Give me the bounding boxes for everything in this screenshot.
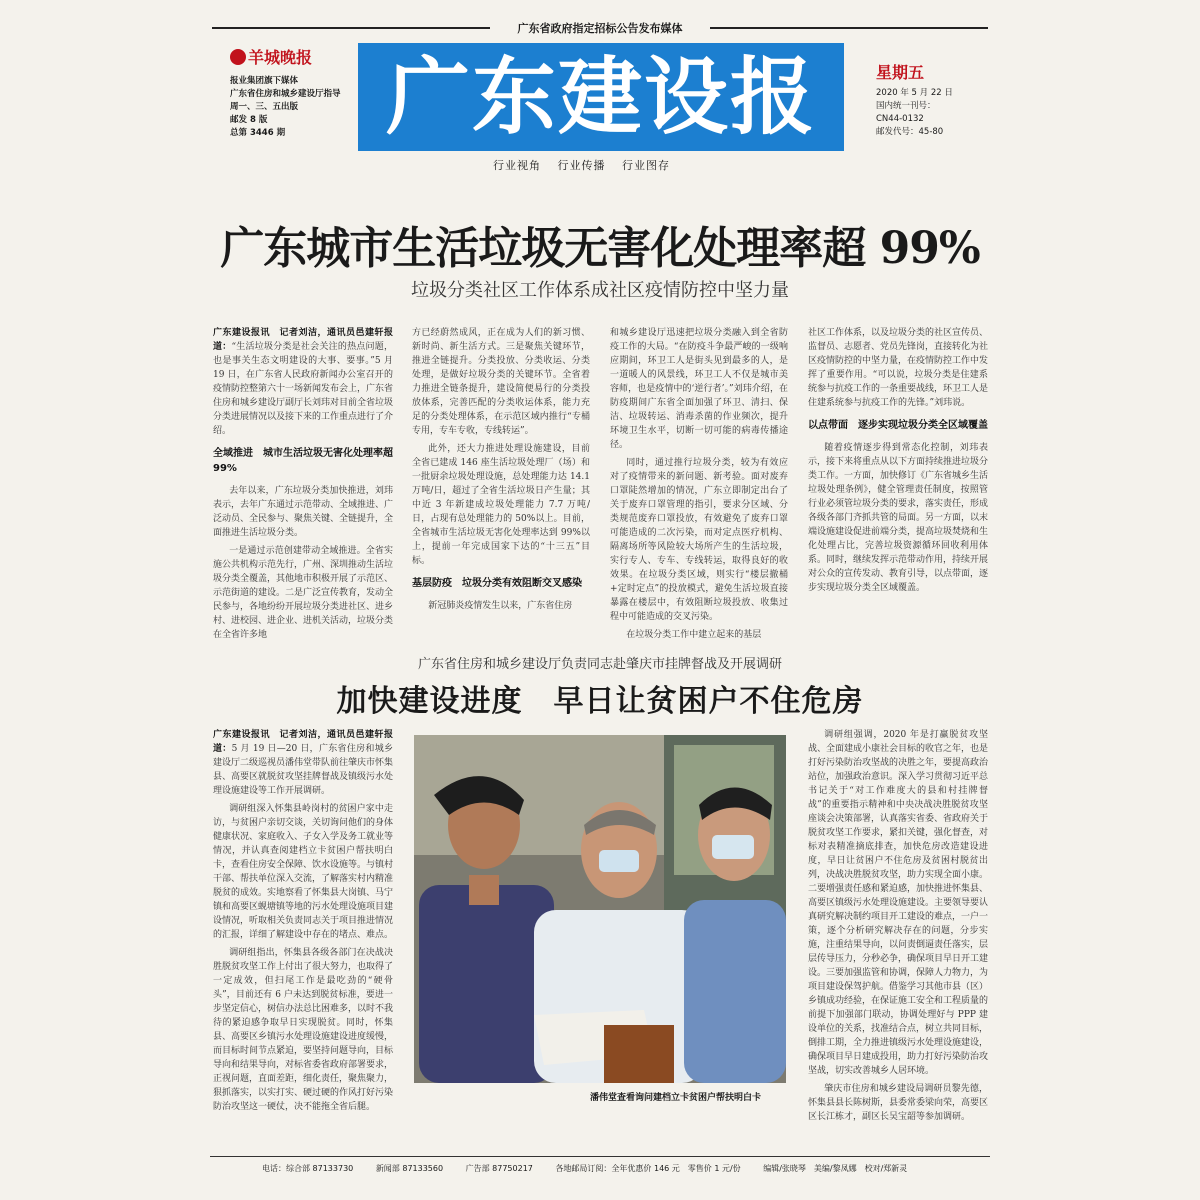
article1-byline: 广东建设报讯 记者刘洁，通讯员邑建轩报道： (213, 328, 393, 352)
info-left-line: 报业集团旗下媒体 (230, 76, 299, 86)
info-right-line: 国内统一刊号： (876, 101, 936, 111)
footer-phone-news: 新闻部 87133560 (375, 1164, 444, 1173)
article1-section-heading: 基层防疫 垃圾分类有效阻断交叉感染 (412, 578, 582, 589)
article2-column-right (808, 728, 988, 1128)
slogan: 行业视角 (493, 159, 541, 172)
article1-column-2 (412, 326, 590, 616)
info-left-line: 周一、三、五出版 (230, 102, 299, 112)
article2-paragraph: 肇庆市住房和城乡建设局调研员黎先德，怀集县县长陈树斯，县委常委梁向荣，高要区区长江栋才，副区长吴宝韶等参加调研。 (808, 1084, 989, 1122)
article1-lead (213, 326, 393, 438)
article2-column-left (213, 728, 393, 1128)
issue-date: 2020 年 5 月 22 日 (876, 88, 953, 98)
info-right-line: CN44-0132 (876, 114, 924, 124)
article2-headline: 加快建设进度 早日让贫困户不住危房 (336, 684, 864, 719)
article1-paragraph: 随着疫情逐步得到常态化控制，刘玮表示，接下来将重点从以下方面持续推进垃圾分类工作。一方面，加快修订《广东省城乡生活垃圾处理条例》，健全管理责任制度，按照管行业必须管垃圾分类的要求，落实责任，形成各级各部门齐抓共管的局面。另一方面，以末端设施建设促进前端分类，提高垃圾焚烧和生化处理占比，完善垃圾资源循环回收利用体系。同时，继续发挥示范带动作用，持续开展对公众的宣传发动、教育引导，以点带面，逐步实现垃圾分类全区域覆盖。 (808, 443, 989, 593)
article1-paragraph: 社区工作体系，以及垃圾分类的社区宣传员、监督员、志愿者、党员先锋岗，直接转化为社区疫情防控的中坚力量，在疫情防控工作中发挥了重要作用。“可以说，垃圾分类是住建系统参与抗疫工作的一条重要战线，环卫工人是住建系统参与抗疫工作的先锋。”刘玮说。 (808, 328, 989, 408)
footer-editors: 编辑/张晓琴 美编/黎凤娜 校对/郑新灵 (763, 1164, 908, 1173)
publication-info-right (876, 87, 953, 139)
footer-phone-general: 电话：综合部 87133730 (262, 1164, 354, 1173)
footer-rule (210, 1156, 990, 1157)
masthead-title: 广东建设报 (358, 43, 844, 151)
weekday: 星期五 (876, 63, 925, 82)
info-right-line: 邮发代号：45-80 (876, 127, 944, 137)
photo-illustration (414, 735, 786, 1083)
article2-lead (213, 728, 393, 798)
article1-paragraph: 同时，通过推行垃圾分类，较为有效应对了疫情带来的新问题、新考验。面对废弃口罩陡然增加的情况，广东立即制定出台了关于废弃口罩管理的指引，要求分区域、分类规范废弃口罩投放，有效避免了废弃口罩可能造成的二次污染，而对定点医疗机构、隔离场所等风险较大场所产生的生活垃圾，实行专人、专车、专线转运，取得良好的收效果。在垃圾分类区域，则实行“楼层撤桶+定时定点”的投放模式，避免生活垃圾直接暴露在楼层中，有效阻断垃圾投放、收集过程中可能造成的交叉污染。 (610, 458, 788, 622)
article1-paragraph: 方已经蔚然成风，正在成为人们的新习惯、新时尚、新生活方式。三是聚焦关键环节，推进全链提升。分类投放、分类收运、分类处理，是做好垃圾分类的关键环节。全省着力推进全链条提升，建设简便易行的分类投放体系，完善匹配的分类收运体系，能力充足的分类处理体系，在示范区域内推行“专桶专用，专车专收，专线转运”。 (412, 328, 590, 436)
article2-paragraph: 5 月 19 日—20 日，广东省住房和城乡建设厅二级巡视员潘伟堂带队前往肇庆市怀集县、高要区就脱贫攻坚挂牌督战及镇级污水处理设施建设等工作开展调研。 (213, 744, 394, 796)
article1-paragraph: 去年以来，广东垃圾分类加快推进，刘玮表示，去年广东通过示范带动、全域推进、广泛动员、全民参与、聚焦关键、全链提升，全面推进生活垃圾分类。 (213, 486, 394, 538)
logo-text: 羊城晚报 (248, 48, 313, 67)
footer (262, 1163, 927, 1174)
article2-paragraph: 调研组深入怀集县岭岗村的贫困户家中走访，与贫困户亲切交谈，关切询问他们的身体健康状况、家庭收入、子女入学及务工就业等情况，并认真查阅建档立卡贫困户帮扶明白卡，查看住房安全保障、饮水设施等。与镇村干部、帮扶单位深入交流，了解落实村内精准脱贫的成效。实地察看了怀集县大岗镇、马宁镇和高要区蚬塘镇等地的污水处理设施项目建设情况，听取相关负责同志关于项目推进情况的汇报，详细了解建设中存在的堵点、难点。 (213, 804, 394, 940)
article1-paragraph: 和城乡建设厅迅速把垃圾分类融入到全省防疫工作的大局。“在防疫斗争最严峻的一级响应期间，环卫工人是街头见到最多的人，是一道暖人的风景线，环卫工人不仅是城市美容师，也是疫情中的‘逆行者’。”刘玮介绍，在防疫期间广东省全面加强了环卫、清扫、保洁、垃圾转运、消毒杀菌的作业频次，提升环境卫生水平，切断一切可能的病毒传播途径。 (610, 328, 788, 450)
info-left-line: 总第 3446 期 (230, 128, 286, 138)
article1-subhead: 垃圾分类社区工作体系成社区疫情防控中坚力量 (411, 280, 789, 301)
article1-column-1 (213, 326, 394, 640)
article1-paragraph: 新冠肺炎疫情发生以来，广东省住房 (428, 601, 573, 611)
top-banner: 广东省政府指定招标公告发布媒体 (490, 20, 710, 36)
top-rule-left (212, 27, 492, 29)
article2-paragraph: 调研组指出，怀集县各级各部门在决战决胜脱贫攻坚工作上付出了很大努力，也取得了一定成效，但扫尾工作是最吃劲的“硬骨头”，目前还有 6 户未达到脱贫标准，要进一步坚定信心，树信办法总比困难多，以时不我待的紧迫感争取早日实现脱贫。同时，怀集县、高要区乡镇污水处理设施建设进度缓慢，而目标时间节点紧迫，要坚持问题导向，目标导向和结果导向，对标省委省政府部署要求，正视问题，直面差距，细化责任，聚焦聚力，狠抓落实，以实打实、硬过硬的作风打好污染防治攻坚这一硬仗，决不能拖全省后腿。 (213, 948, 394, 1112)
top-rule-right (708, 27, 988, 29)
info-left-line: 邮发 8 版 (230, 115, 268, 125)
article1-section-heading: 以点带面 逐步实现垃圾分类全区域覆盖 (808, 420, 988, 431)
article2-paragraph: 调研组强调，2020 年是打赢脱贫攻坚战、全面建成小康社会目标的收官之年，也是打好污染防治攻坚战的决胜之年，要提高政治站位，加强政治意识。深入学习贯彻习近平总书记关于“对工作难度大的县和村挂牌督战”的重要指示精神和中央决战决胜脱贫攻坚座谈会决策部署，认真落实省委、省政府关于脱贫攻坚工作要求，紧扣关键，强化督查，对标对表精准摘底排查，加快危房改造建设进度，早日让贫困户不住危房及贫困村脱贫出列，决战决胜脱贫攻坚，助力实现全面小康。二要增强责任感和紧迫感，加快推进怀集县、高要区镇级污水处理设施建设。主要领导要认真研究解决制约项目开工建设的难点，一户一策，逐个分析研究解决存在的问题，分步实施，注重结果导向，以问责倒逼责任落实，层层传导压力，分秒必争，确保项目早日开工建设。三要加强监管和协调，保障人力物力，为项目建设保驾护航。借鉴学习其他市县（区）乡镇成功经验，在保证施工安全和工程质量的前提下加强部门联动，协调处理好与 PPP 建设单位的关系，找准结合点，树立共同目标，倒排工期，全力推进镇级污水处理设施建设，确保项目早日建成投用，助力打好污染防治攻坚战，切实改善城乡人居环境。 (808, 730, 989, 1076)
article1-paragraph: “生活垃圾分类是社会关注的热点问题，也是事关生态文明建设的大事、要事。”5 月 19 日，在广东省人民政府新闻办公室召开的疫情防控整第六十一场新闻发布会上，广东省住房和城乡建设厅副厅长刘玮对目前全省垃圾分类进展情况以及接下来的工作重点进行了介绍。 (213, 342, 394, 436)
article1-column-4 (808, 326, 988, 616)
footer-subscription: 各地邮局订阅：全年优惠价 146 元 零售价 1 元/份 (555, 1164, 741, 1173)
info-left-line: 广东省住房和城乡建设厅指导 (230, 89, 341, 99)
publication-info-left (230, 75, 341, 140)
article1-paragraph: 在垃圾分类工作中建立起来的基层 (626, 630, 762, 640)
article2-kicker: 广东省住房和城乡建设厅负责同志赴肇庆市挂牌督战及开展调研 (417, 657, 782, 672)
article1-headline: 广东城市生活垃圾无害化处理率超 99% (220, 223, 980, 274)
logo-mark-icon (230, 49, 246, 65)
article1-paragraph: 一是通过示范创建带动全域推进。全省实施公共机构示范先行，广州、深圳推动生活垃圾分类全覆盖，其他地市积极开展了示范区、示范街道的建设。二是广泛宣传教育，发动全民参与，各地纷纷开展垃圾分类进社区、进乡村、进校园、进企业、进机关活动，垃圾分类在全省许多地 (213, 546, 394, 640)
article1-column-3 (610, 326, 788, 640)
article1-section-heading: 全域推进 城市生活垃圾无害化处理率超 99% (213, 448, 393, 474)
slogan: 行业传播 (557, 159, 606, 172)
article1-paragraph: 此外，还大力推进处理设施建设，目前全省已建成 146 座生活垃圾处理厂（场）和一批厨余垃圾处理设施，总处理能力达 14.1 万吨/日，超过了全省生活垃圾日产生量；其中近 3 年新建成垃圾处理能力 7.7 万吨/日，占现有总处理能力的 50%以上。目前，全省城市生活垃圾无害化处理率达到 99%以上，提前一年完成国家下达的“十三五”目标。 (412, 444, 590, 566)
publisher-logo (230, 45, 312, 68)
footer-phone-ads: 广告部 87750217 (465, 1164, 533, 1173)
article2-photo (414, 735, 786, 1083)
article2-byline: 广东建设报讯 记者刘洁，通讯员邑建轩报道： (213, 730, 393, 754)
masthead-slogans (493, 157, 682, 173)
slogan: 行业图存 (622, 159, 670, 172)
photo-caption: 潘伟堂查看询问建档立卡贫困户帮扶明白卡 (590, 1093, 762, 1103)
